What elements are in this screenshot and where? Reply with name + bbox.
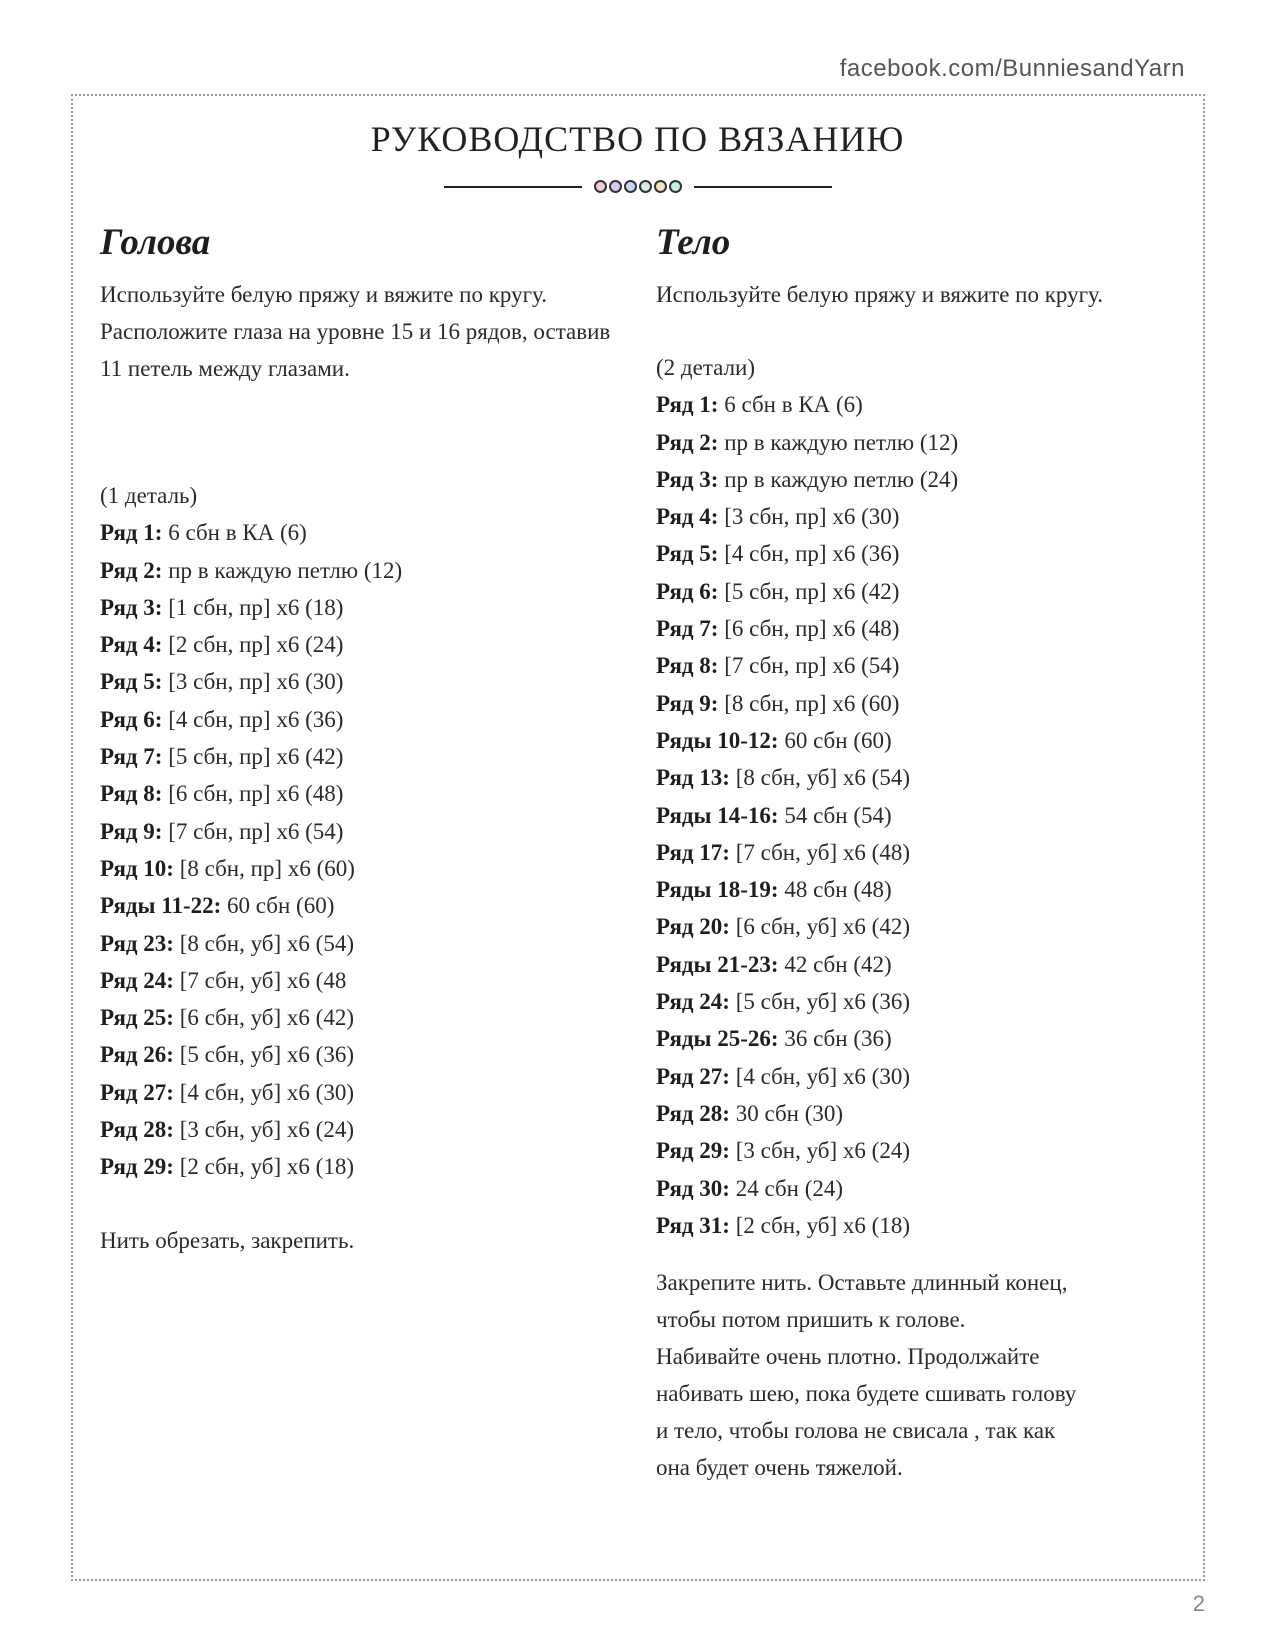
row-text: [6 сбн, пр] х6 (48) bbox=[162, 781, 344, 807]
head-outro: Нить обрезать, закрепить. bbox=[100, 1227, 355, 1253]
ornament-line-right bbox=[694, 186, 832, 188]
row-label: Ряд 29: bbox=[656, 1138, 730, 1164]
instruction-row bbox=[656, 1132, 1176, 1169]
row-text: 60 сбн (60) bbox=[221, 893, 335, 919]
row-label: Ряд 28: bbox=[656, 1100, 730, 1126]
head-intro: Используйте белую пряжу и вяжите по кругу. Расположите глаза на уровне 15 и 16 рядов, оставив 11 петель между глазами. bbox=[100, 282, 611, 381]
row-text: пр в каждую петлю (24) bbox=[718, 466, 959, 492]
instruction-row bbox=[656, 535, 1176, 572]
instruction-row bbox=[100, 850, 620, 887]
row-label: Ряд 24: bbox=[656, 989, 730, 1015]
instruction-row bbox=[100, 514, 620, 551]
outro-line: Закрепите нить. Оставьте длинный конец, bbox=[656, 1270, 1068, 1296]
instruction-row bbox=[100, 701, 620, 738]
row-label: Ряд 28: bbox=[100, 1117, 174, 1143]
body-parts: (2 детали) bbox=[656, 355, 756, 380]
instruction-row bbox=[100, 552, 620, 589]
row-text: 42 сбн (42) bbox=[778, 951, 892, 977]
row-label: Ряд 8: bbox=[656, 653, 719, 679]
row-text: [3 сбн, пр] х6 (30) bbox=[718, 504, 900, 530]
head-rows bbox=[100, 514, 620, 1185]
row-label: Ряд 9: bbox=[656, 690, 719, 716]
row-label: Ряд 6: bbox=[100, 706, 163, 732]
row-label: Ряды 10-12: bbox=[656, 727, 779, 753]
row-text: [3 сбн, пр] х6 (30) bbox=[162, 669, 344, 695]
row-text: [6 сбн, уб] х6 (42) bbox=[729, 914, 910, 940]
instruction-row bbox=[656, 573, 1176, 610]
instruction-row bbox=[656, 871, 1176, 908]
row-label: Ряд 3: bbox=[656, 466, 719, 492]
outro-line: набивать шею, пока будете сшивать голову bbox=[656, 1381, 1077, 1407]
row-label: Ряд 23: bbox=[100, 930, 174, 956]
row-label: Ряд 29: bbox=[100, 1154, 174, 1180]
row-label: Ряд 17: bbox=[656, 839, 730, 865]
instruction-row bbox=[656, 610, 1176, 647]
row-label: Ряд 8: bbox=[100, 781, 163, 807]
row-text: [6 сбн, пр] х6 (48) bbox=[718, 616, 900, 642]
row-label: Ряд 31: bbox=[656, 1212, 730, 1238]
row-text: [1 сбн, пр] х6 (18) bbox=[162, 594, 344, 620]
outro-line: Набивайте очень плотно. Продолжайте bbox=[656, 1344, 1040, 1370]
instruction-row bbox=[656, 1058, 1176, 1095]
instruction-row bbox=[100, 813, 620, 850]
row-text: 48 сбн (48) bbox=[778, 877, 892, 903]
instruction-row bbox=[100, 999, 620, 1036]
row-text: [7 сбн, уб] х6 (48 bbox=[173, 967, 347, 993]
row-label: Ряд 26: bbox=[100, 1042, 174, 1068]
ornament-dot bbox=[624, 180, 637, 193]
page-number: 2 bbox=[1192, 1591, 1205, 1616]
row-text: пр в каждую петлю (12) bbox=[718, 429, 959, 455]
title-ornament bbox=[0, 180, 1275, 193]
row-label: Ряд 27: bbox=[100, 1079, 174, 1105]
instruction-row bbox=[656, 722, 1176, 759]
row-text: [5 сбн, уб] х6 (36) bbox=[729, 989, 910, 1015]
ornament-dot bbox=[609, 180, 622, 193]
row-label: Ряд 3: bbox=[100, 594, 163, 620]
row-label: Ряд 7: bbox=[100, 744, 163, 770]
ornament-dot bbox=[639, 180, 652, 193]
instruction-row bbox=[100, 626, 620, 663]
instruction-row bbox=[656, 1020, 1176, 1057]
row-text: [3 сбн, уб] х6 (24) bbox=[173, 1117, 354, 1143]
row-text: [8 сбн, уб] х6 (54) bbox=[173, 930, 354, 956]
instruction-row bbox=[656, 1207, 1176, 1244]
row-text: 24 сбн (24) bbox=[729, 1175, 844, 1201]
row-text: 30 сбн (30) bbox=[729, 1100, 844, 1126]
instruction-row bbox=[656, 647, 1176, 684]
instruction-row bbox=[656, 424, 1176, 461]
row-label: Ряд 5: bbox=[656, 541, 719, 567]
row-label: Ряд 10: bbox=[100, 855, 174, 881]
row-text: 6 сбн в КА (6) bbox=[162, 520, 307, 546]
row-text: [4 сбн, пр] х6 (36) bbox=[718, 541, 900, 567]
instruction-row bbox=[100, 775, 620, 812]
row-text: [5 сбн, уб] х6 (36) bbox=[173, 1042, 354, 1068]
instruction-row bbox=[100, 663, 620, 700]
instruction-row bbox=[656, 908, 1176, 945]
site-url: facebook.com/BunniesandYarn bbox=[839, 55, 1185, 82]
instruction-row bbox=[656, 1095, 1176, 1132]
body-intro: Используйте белую пряжу и вяжите по кругу. bbox=[656, 282, 1103, 307]
row-text: [5 сбн, пр] х6 (42) bbox=[718, 578, 900, 604]
row-label: Ряд 13: bbox=[656, 765, 730, 791]
row-label: Ряд 24: bbox=[100, 967, 174, 993]
row-text: [8 сбн, пр] х6 (60) bbox=[173, 855, 355, 881]
row-text: 54 сбн (54) bbox=[778, 802, 892, 828]
row-label: Ряды 11-22: bbox=[100, 893, 222, 919]
row-text: 6 сбн в КА (6) bbox=[718, 392, 863, 418]
ornament-dot bbox=[654, 180, 667, 193]
row-text: пр в каждую петлю (12) bbox=[162, 557, 403, 583]
instruction-row bbox=[656, 797, 1176, 834]
row-text: [7 сбн, пр] х6 (54) bbox=[162, 818, 344, 844]
row-text: [5 сбн, пр] х6 (42) bbox=[162, 744, 344, 770]
row-label: Ряд 9: bbox=[100, 818, 163, 844]
row-text: [4 сбн, уб] х6 (30) bbox=[729, 1063, 910, 1089]
row-text: [8 сбн, пр] х6 (60) bbox=[718, 690, 900, 716]
instruction-row bbox=[100, 738, 620, 775]
ornament-dot bbox=[669, 180, 682, 193]
row-text: [4 сбн, уб] х6 (30) bbox=[173, 1079, 354, 1105]
row-text: 60 сбн (60) bbox=[778, 727, 892, 753]
instruction-row bbox=[100, 1036, 620, 1073]
instruction-row bbox=[100, 925, 620, 962]
row-text: 36 сбн (36) bbox=[778, 1026, 892, 1052]
instruction-row bbox=[100, 1148, 620, 1185]
body-title: Тело bbox=[656, 222, 731, 263]
row-label: Ряды 14-16: bbox=[656, 802, 779, 828]
row-label: Ряд 25: bbox=[100, 1005, 174, 1031]
row-label: Ряд 1: bbox=[100, 520, 163, 546]
instruction-row bbox=[656, 983, 1176, 1020]
row-label: Ряд 4: bbox=[656, 504, 719, 530]
body-section bbox=[656, 220, 1176, 1486]
row-text: [2 сбн, пр] х6 (24) bbox=[162, 632, 344, 658]
head-section bbox=[100, 220, 620, 1259]
ornament-line-left bbox=[444, 186, 582, 188]
row-label: Ряды 25-26: bbox=[656, 1026, 779, 1052]
instruction-row bbox=[656, 386, 1176, 423]
row-text: [7 сбн, уб] х6 (48) bbox=[729, 839, 910, 865]
instruction-row bbox=[100, 1074, 620, 1111]
instruction-row bbox=[656, 946, 1176, 983]
row-label: Ряды 21-23: bbox=[656, 951, 779, 977]
body-rows bbox=[656, 386, 1176, 1244]
row-text: [2 сбн, уб] х6 (18) bbox=[173, 1154, 354, 1180]
row-label: Ряд 1: bbox=[656, 392, 719, 418]
outro-line: и тело, чтобы голова не свисала , так как bbox=[656, 1418, 1056, 1444]
row-label: Ряд 27: bbox=[656, 1063, 730, 1089]
body-outro bbox=[656, 1264, 1176, 1486]
instruction-row bbox=[656, 759, 1176, 796]
instruction-row bbox=[656, 834, 1176, 871]
instruction-row bbox=[656, 685, 1176, 722]
row-label: Ряд 6: bbox=[656, 578, 719, 604]
row-text: [6 сбн, уб] х6 (42) bbox=[173, 1005, 354, 1031]
ornament-dot bbox=[594, 180, 607, 193]
row-text: [3 сбн, уб] х6 (24) bbox=[729, 1138, 910, 1164]
instruction-row bbox=[656, 498, 1176, 535]
row-text: [2 сбн, уб] х6 (18) bbox=[729, 1212, 910, 1238]
outro-line: она будет очень тяжелой. bbox=[656, 1455, 903, 1481]
instruction-row bbox=[100, 1111, 620, 1148]
instruction-row bbox=[100, 962, 620, 999]
row-text: [8 сбн, уб] х6 (54) bbox=[729, 765, 910, 791]
instruction-row bbox=[100, 589, 620, 626]
row-label: Ряд 4: bbox=[100, 632, 163, 658]
row-label: Ряд 20: bbox=[656, 914, 730, 940]
row-text: [7 сбн, пр] х6 (54) bbox=[718, 653, 900, 679]
row-label: Ряд 2: bbox=[100, 557, 163, 583]
row-label: Ряды 18-19: bbox=[656, 877, 779, 903]
row-label: Ряд 7: bbox=[656, 616, 719, 642]
instruction-row bbox=[100, 887, 620, 924]
ornament-dots bbox=[594, 180, 682, 193]
head-title: Голова bbox=[100, 222, 211, 263]
instruction-row bbox=[656, 461, 1176, 498]
document-title: РУКОВОДСТВО ПО ВЯЗАНИЮ bbox=[370, 119, 905, 159]
row-label: Ряд 5: bbox=[100, 669, 163, 695]
outro-line: чтобы потом пришить к голове. bbox=[656, 1307, 966, 1333]
row-label: Ряд 2: bbox=[656, 429, 719, 455]
row-label: Ряд 30: bbox=[656, 1175, 730, 1201]
row-text: [4 сбн, пр] х6 (36) bbox=[162, 706, 344, 732]
instruction-row bbox=[656, 1170, 1176, 1207]
head-parts: (1 деталь) bbox=[100, 483, 198, 508]
